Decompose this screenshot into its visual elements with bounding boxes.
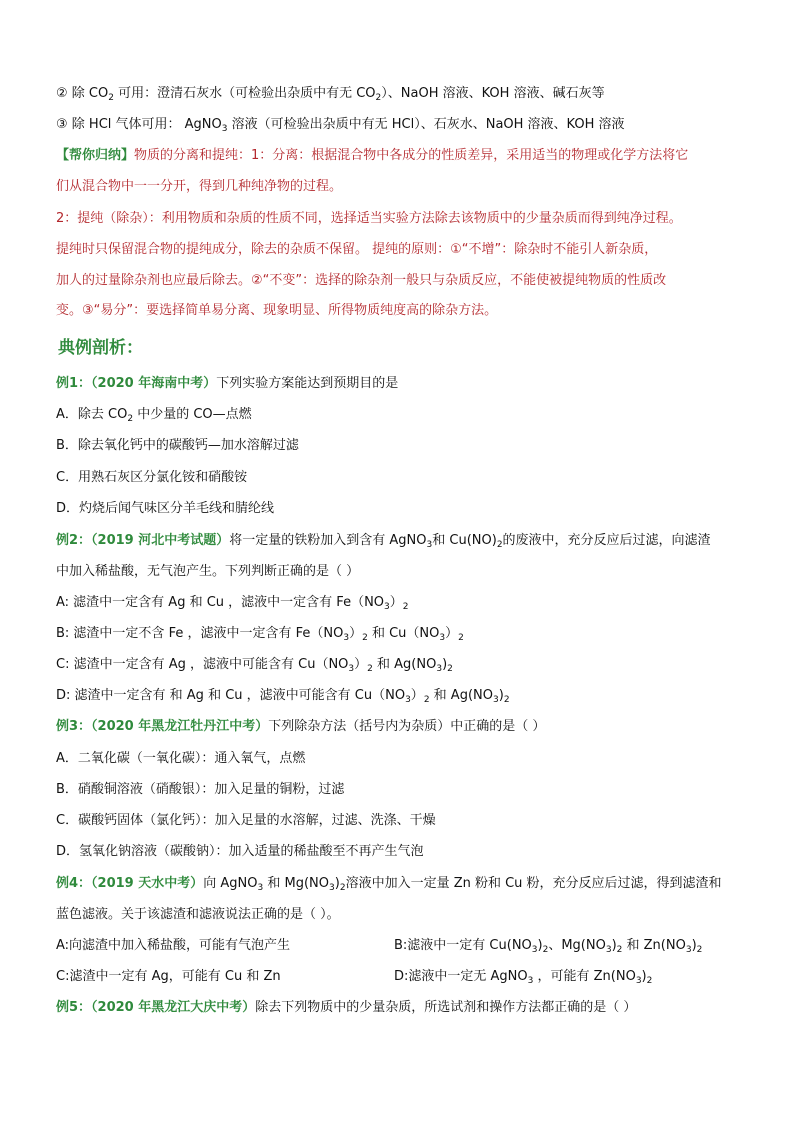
example-3-question: 例3：（2020 年黑龙江牡丹江中考）下列除杂方法（括号内为杂质）中正确的是（ ） [56, 719, 546, 734]
example-4-options-row-2 [56, 968, 653, 986]
example-4-options-row-1 [56, 937, 703, 955]
example-2-option-d: D: 滤渣中一定含有 和 Ag 和 Cu ，滤液中可能含有 $Cu(NO_3)_2$ 和 $Ag(NO_3)_2$ [56, 688, 510, 705]
example-1-option-d: D．灼烧后闻气味区分羊毛线和腈纶线 [56, 501, 275, 516]
summary-line-6: 变。③“易分”：要选择简单易分离、现象明显、所得物质纯度高的除杂方法。 [56, 303, 498, 318]
summary-line-3: 2：提纯（除杂）：利用物质和杂质的性质不同，选择适当实验方法除去该物质中的少量杂质而得到纯净过程。 [56, 211, 682, 226]
summary-line-1: 【帮你归纳】物质的分离和提纯：1：分离：根据混合物中各成分的性质差异，采用适当的物理或化学方法将它 [56, 148, 689, 163]
example-1-option-c: C．用熟石灰区分氯化铵和硝酸铵 [56, 470, 248, 485]
co2-removal-line: ② 除 $CO_2$ 可用：澄清石灰水（可检验出杂质中有无 $CO_2$）、NaOH 溶液、KOH 溶液、碱石灰等 [56, 86, 605, 103]
example-1-option-b: B．除去氧化钙中的碳酸钙—加水溶解过滤 [56, 438, 299, 453]
summary-line-2: 们从混合物中一一分开，得到几种纯净物的过程。 [56, 179, 343, 194]
example-2-option-c: C: 滤渣中一定含有 Ag ，滤液中可能含有 $Cu(NO_3)_2$ 和 $Ag(NO_3)_2$ [56, 657, 453, 674]
example-4-question-line-1: 例4：（2019 天水中考）向 AgNO$_3$ 和 $Mg(NO_3)_2$溶液中加入一定量 Zn 粉和 Cu 粉，充分反应后过滤，得到滤渣和 [56, 876, 722, 893]
example-1-option-a: A．除去 $CO_2$ 中少量的 CO—点燃 [56, 407, 252, 424]
example-2-option-b: B: 滤渣中一定不含 Fe ，滤液中一定含有 $Fe(NO_3)_2$ 和 $Cu(NO_3)_2$ [56, 626, 464, 643]
example-2-option-a: A: 滤渣中一定含有 Ag 和 Cu ，滤液中一定含有 $Fe(NO_3)_2$ [56, 595, 409, 612]
summary-line-5: 加人的过量除杂剂也应最后除去。②“不变”：选择的除杂剂一般只与杂质反应，不能使被提纯物质的性质改 [56, 273, 667, 288]
example-2-question-line-2: 中加入稀盐酸，无气泡产生。下列判断正确的是（ ） [56, 564, 360, 579]
section-heading: 典例剖析： [58, 338, 143, 358]
summary-line-4: 提纯时只保留混合物的提纯成分，除去的杂质不保留。 提纯的原则：①“不增”：除杂时不能引人新杂质， [56, 242, 658, 257]
example-5-question: 例5：（2020 年黑龙江大庆中考）除去下列物质中的少量杂质，所选试剂和操作方法都正确的是（ ） [56, 1000, 637, 1015]
example-4-option-b: B:滤液中一定有 $Cu(NO_3)_2$、$Mg(NO_3)_2$ 和 $Zn(NO_3)_2$ [394, 938, 703, 955]
example-4-option-a: A:向滤渣中加入稀盐酸，可能有气泡产生 [56, 938, 291, 953]
example-3-option-a: A．二氧化碳（一氧化碳）：通入氧气，点燃 [56, 751, 306, 766]
summary-tag: 【帮你归纳】 [56, 148, 135, 163]
example-2-question-line-1: 例2：（2019 河北中考试题）将一定量的铁粉加入到含有 AgNO$_3$和 $Cu(NO)_2$的废液中，充分反应后过滤，向滤渣 [56, 533, 711, 550]
example-1-question: 例1：（2020 年海南中考）下列实验方案能达到预期目的是 [56, 376, 399, 391]
example-4-option-d: D:滤液中一定无 AgNO$_3$ ，可能有 $Zn(NO_3)_2$ [394, 969, 653, 986]
example-3-option-b: B．硝酸铜溶液（硝酸银）：加入足量的铜粉，过滤 [56, 782, 345, 797]
example-3-option-c: C．碳酸钙固体（氯化钙）：加入足量的水溶解，过滤、洗涤、干燥 [56, 813, 436, 828]
example-4-option-c: C:滤渣中一定有 Ag，可能有 Cu 和 Zn [56, 969, 281, 984]
example-3-option-d: D．氢氧化钠溶液（碳酸钠）：加入适量的稀盐酸至不再产生气泡 [56, 844, 424, 859]
example-4-question-line-2: 蓝色滤液。关于该滤渣和滤液说法正确的是（ ）。 [56, 907, 340, 922]
hcl-removal-line: ③ 除 HCl 气体可用： AgNO$_3$ 溶液（可检验出杂质中有无 HCl）、石灰水、NaOH 溶液、KOH 溶液 [56, 117, 625, 134]
